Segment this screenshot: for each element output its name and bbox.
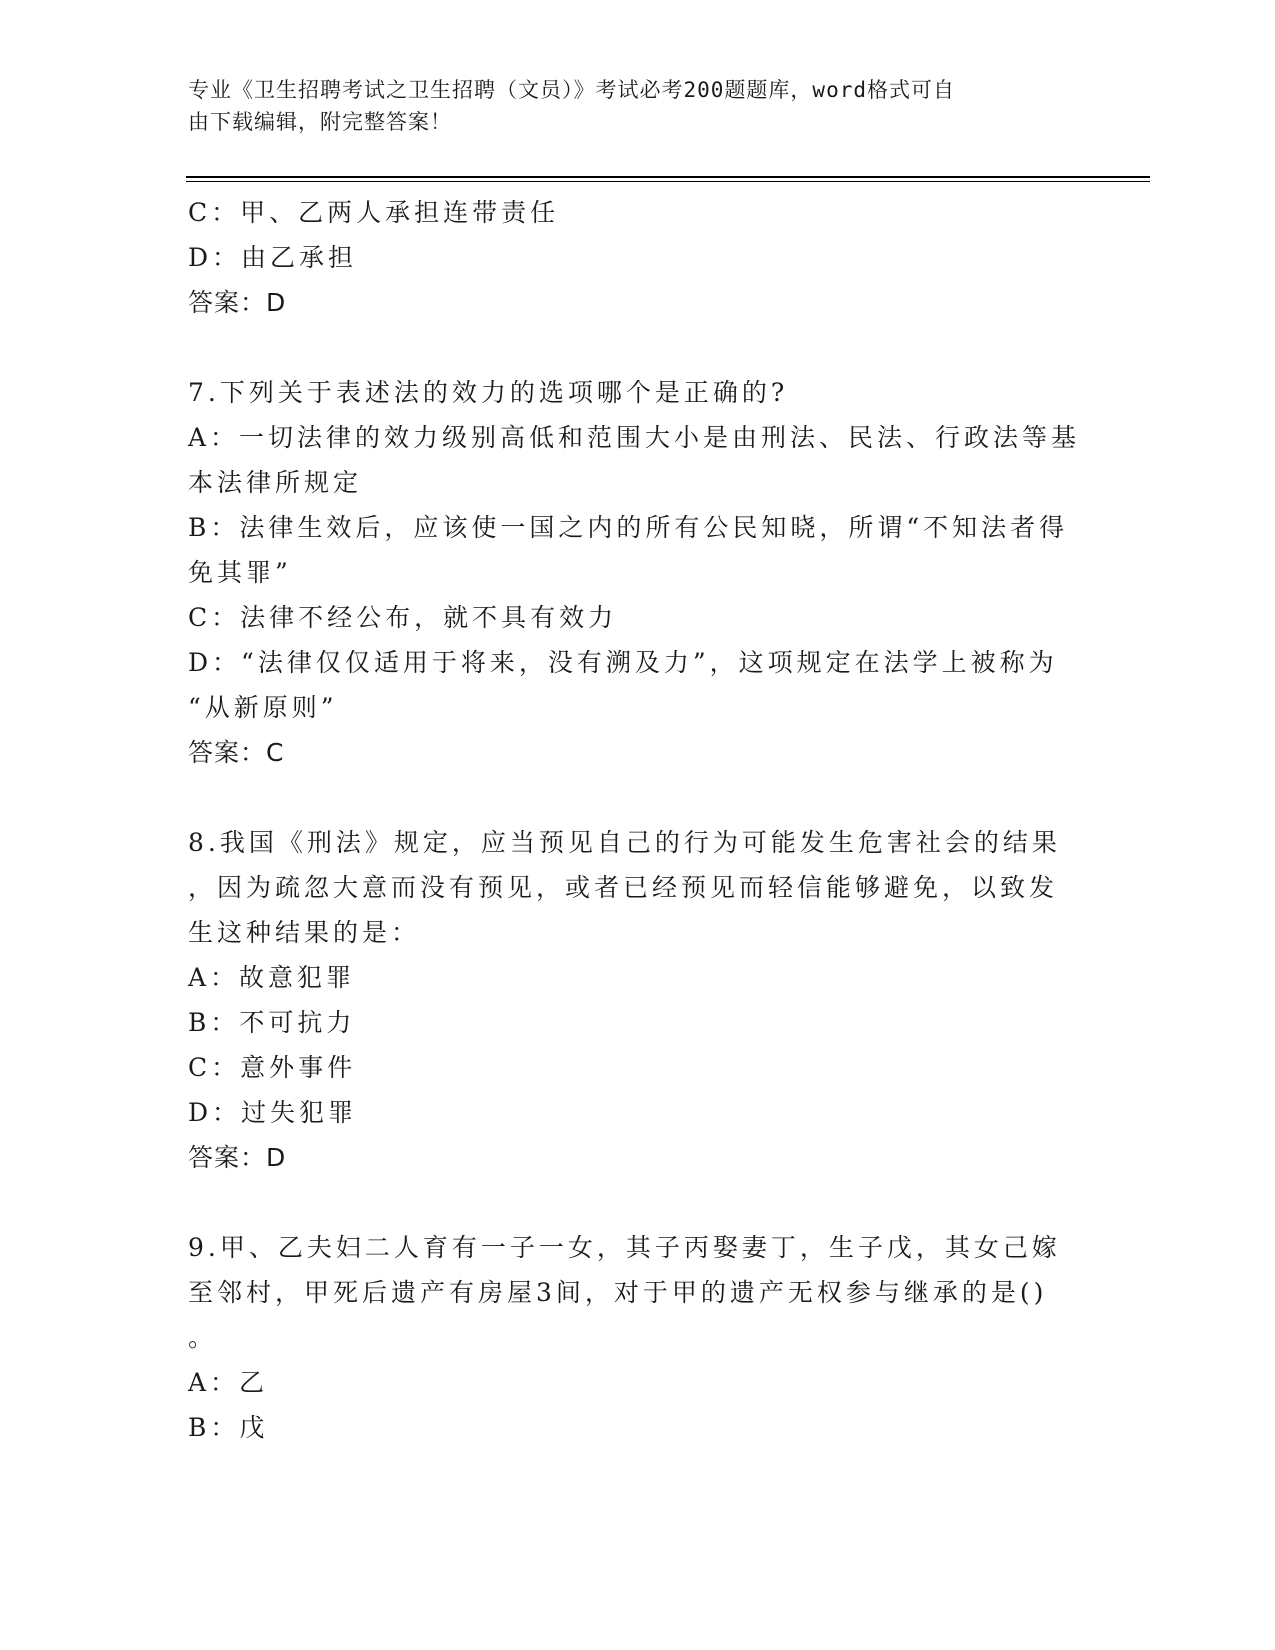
- option-b-line-1: B：法律生效后，应该使一国之内的所有公民知晓，所谓“不知法者得: [188, 513, 1069, 542]
- spacer: [188, 325, 1088, 370]
- option-d: D：由乙承担: [188, 243, 358, 272]
- option-d-line-2: “从新原则”: [188, 693, 338, 722]
- option-b: B：不可抗力: [188, 1008, 356, 1037]
- option-c: C：甲、乙两人承担连带责任: [188, 198, 560, 227]
- header-line-1: 专业《卫生招聘考试之卫生招聘（文员）》考试必考200题题库，word格式可自: [188, 78, 955, 102]
- header-line-2: 由下载编辑，附完整答案！: [188, 110, 452, 134]
- option-c: C：意外事件: [188, 1053, 357, 1082]
- question-8: [188, 820, 1088, 1180]
- question-stem-line-3: 生这种结果的是：: [188, 918, 421, 947]
- option-d: D：过失犯罪: [188, 1098, 358, 1127]
- header-divider-thick: [186, 176, 1150, 178]
- question-6-tail: [188, 190, 1088, 325]
- spacer: [188, 1180, 1088, 1225]
- option-a: A：故意犯罪: [188, 963, 356, 992]
- question-9: [188, 1225, 1088, 1450]
- option-b-line-2: 免其罪”: [188, 558, 292, 587]
- option-a-line-1: A：一切法律的效力级别高低和范围大小是由刑法、民法、行政法等基: [188, 423, 1081, 452]
- question-stem-line-1: 8.我国《刑法》规定，应当预见自己的行为可能发生危害社会的结果: [188, 828, 1061, 857]
- spacer: [188, 775, 1088, 820]
- option-c: C：法律不经公布，就不具有效力: [188, 603, 618, 632]
- answer-line: 答案：D: [188, 288, 287, 317]
- document-header: [188, 74, 1068, 138]
- option-b: B：戊: [188, 1413, 269, 1442]
- question-stem-line-3: 。: [188, 1323, 218, 1352]
- document-body: [188, 190, 1088, 1450]
- option-a: A：乙: [188, 1368, 269, 1397]
- question-stem-line-2: 至邻村，甲死后遗产有房屋3间，对于甲的遗产无权参与继承的是(): [188, 1278, 1048, 1307]
- question-stem-line-1: 9.甲、乙夫妇二人育有一子一女，其子丙娶妻丁，生子戊，其女己嫁: [188, 1233, 1061, 1262]
- option-a-line-2: 本法律所规定: [188, 468, 363, 497]
- answer-line: 答案：C: [188, 738, 285, 767]
- option-d-line-1: D：“法律仅仅适用于将来，没有溯及力”，这项规定在法学上被称为: [188, 648, 1058, 677]
- question-stem: 7.下列关于表述法的效力的选项哪个是正确的?: [188, 378, 789, 407]
- question-7: [188, 370, 1088, 775]
- question-stem-line-2: ，因为疏忽大意而没有预见，或者已经预见而轻信能够避免，以致发: [188, 873, 1059, 902]
- header-divider-thin: [186, 181, 1150, 182]
- answer-line: 答案：D: [188, 1143, 287, 1172]
